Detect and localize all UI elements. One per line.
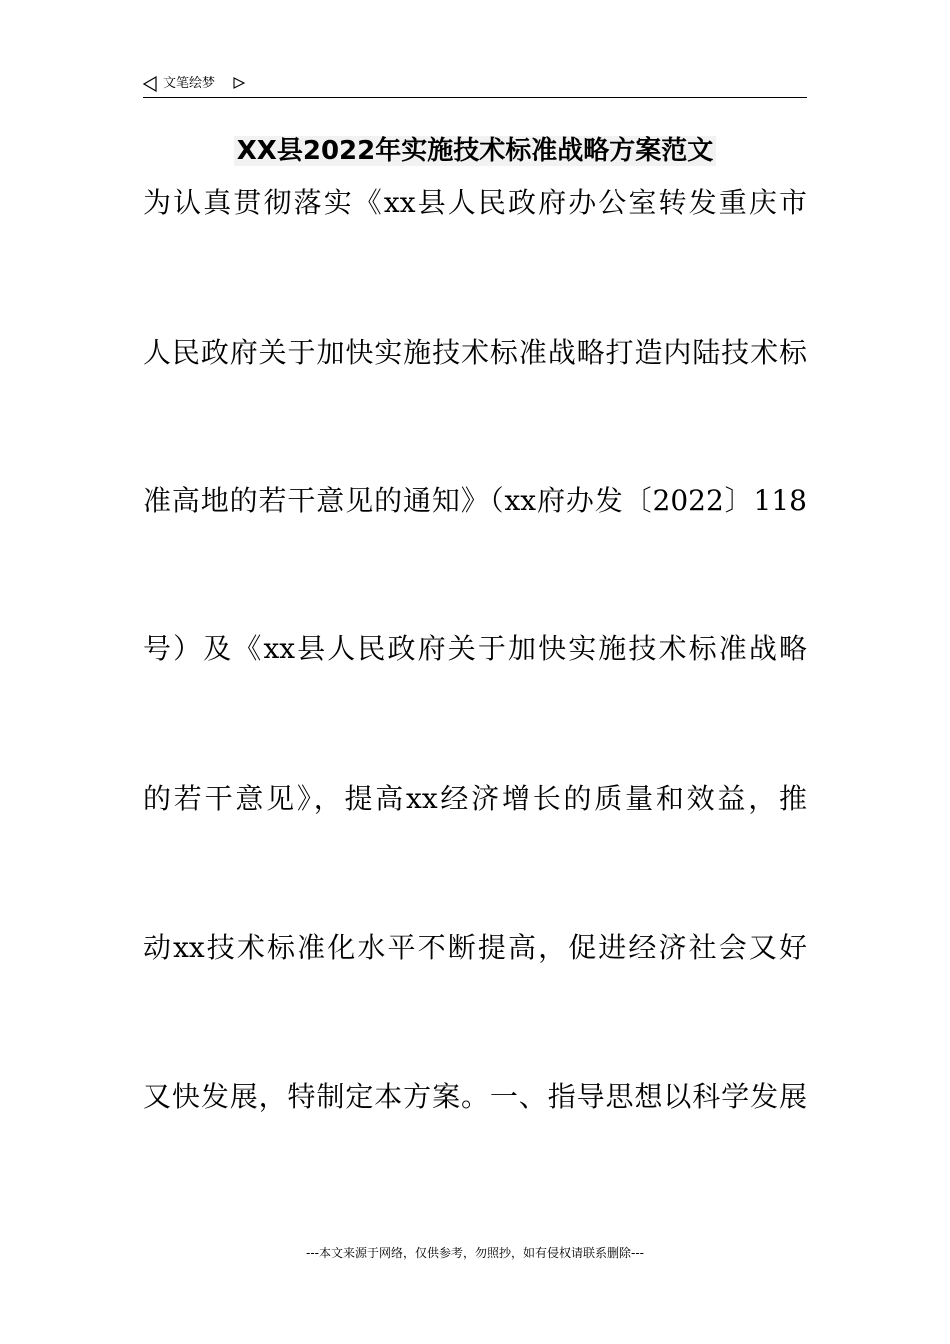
triangle-right-icon	[233, 77, 245, 89]
body-line: 又快发展，特制定本方案。一、指导思想以科学发展	[143, 1080, 807, 1113]
header-divider	[143, 97, 807, 98]
page-footer: ---本文来源于网络，仅供参考，勿照抄，如有侵权请联系删除---	[306, 1246, 644, 1260]
header-label: 文笔绘梦	[163, 76, 216, 91]
document-title	[0, 133, 950, 169]
body-line: 为认真贯彻落实《xx县人民政府办公室转发重庆市	[143, 186, 807, 219]
body-line: 的若干意见》，提高xx经济增长的质量和效益，推	[143, 782, 807, 815]
body-line: 号）及《xx县人民政府关于加快实施技术标准战略	[143, 632, 807, 665]
body-line: 人民政府关于加快实施技术标准战略打造内陆技术标	[143, 336, 807, 369]
body-line: 动xx技术标准化水平不断提高，促进经济社会又好	[143, 931, 807, 964]
page-header	[143, 74, 807, 98]
triangle-left-icon	[143, 76, 157, 92]
body-line: 准高地的若干意见的通知》（xx府办发〔2022〕118	[143, 484, 807, 517]
document-title-text: XX县2022年实施技术标准战略方案范文	[234, 136, 716, 166]
